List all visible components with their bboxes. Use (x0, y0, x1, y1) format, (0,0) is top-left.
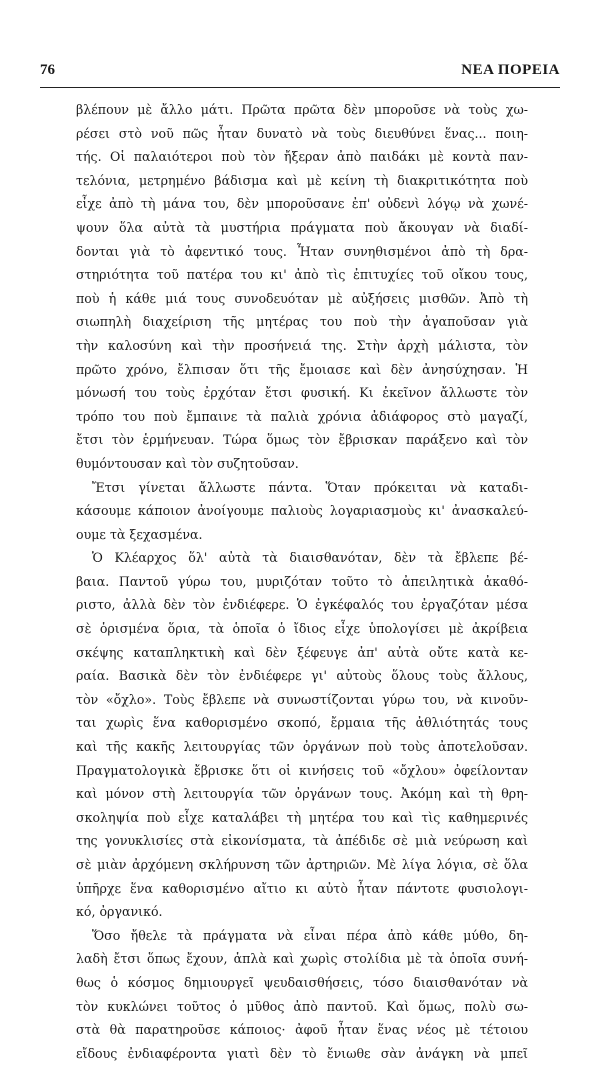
text-line: μόνωσή του τοὺς ἐρχόταν ἔτσι φυσική. Κι ἐκεῖνον ἄλλωστε τὸν (76, 385, 528, 401)
text-line: τὸν κυκλώνει τοῦτος ὁ μῦθος ἀπὸ παντοῦ. Καὶ ὅμως, πολὺ σω- (76, 998, 528, 1014)
text-line: Πραγματολογικὰ ἔβρισκε ὅτι οἱ κινήσεις τοῦ «ὄχλου» ὀφείλονταν (76, 762, 528, 778)
paragraph (76, 476, 528, 547)
text-line: πρῶτο χρόνο, ἔλπισαν ὅτι τῆς ἔμοιασε καὶ δὲν ἀνησύχησαν. Ἡ (76, 361, 528, 377)
paragraph (76, 546, 528, 924)
page-header (40, 62, 560, 84)
text-line: τής. Οἱ παλαιότεροι ποὺ τὸν ἤξεραν ἀπὸ παιδάκι μὲ κοντὰ παν- (76, 149, 528, 165)
text-line: καὶ τῆς κακῆς λειτουργίας τῶν ὀργάνων ποὺ τοὺς ἀποτελοῦσαν. (76, 739, 528, 755)
text-line: σιωπηλὴ διαχείριση τῆς μητέρας του ποὺ τὴν ἀγαποῦσαν γιὰ (76, 314, 528, 330)
text-line: εἴδους ἐνδιαφέροντα γιατὶ δὲν τὸ ἔνιωθε σὰν ἀνάγκη νὰ μπεῖ (76, 1045, 528, 1061)
paragraph (76, 924, 528, 1065)
header-rule (40, 87, 560, 88)
text-line: θυμόντουσαν καὶ τὸν συζητοῦσαν. (76, 455, 299, 471)
text-line: ριστο, ἀλλὰ δὲν τὸν ἐνδιέφερε. Ὁ ἐγκέφαλός του ἐργαζόταν μέσα (76, 597, 528, 613)
text-line: τελόνια, μετρημένο βάδισμα καὶ μὲ κείνη τὴ διακριτικότητα ποὺ (76, 172, 528, 188)
text-line: ἔτσι τὸν ἑρμήνευαν. Τώρα ὅμως τὸν ἔβρισκαν παράξενο καὶ τὸν (76, 432, 528, 448)
text-line: Ὅσο ἤθελε τὰ πράγματα νὰ εἶναι πέρα ἀπὸ κάθε μύθο, δη- (92, 927, 528, 943)
text-line: ρέσει στὸ νοῦ πῶς ἦταν δυνατὸ νὰ τοὺς διευθύνει ἕνας... ποιη- (76, 125, 528, 141)
text-line: βλέπουν μὲ ἄλλο μάτι. Πρῶτα πρῶτα δὲν μποροῦσε νὰ τοὺς χω- (76, 102, 528, 117)
text-line: καὶ μόνον στὴ λειτουργία τῶν ὀργάνων τους. Ἀκόμη καὶ τὴ θρη- (76, 786, 528, 802)
text-line: βαια. Παντοῦ γύρω του, μυριζόταν τοῦτο τὸ ἀπειλητικὰ ἀκαθό- (76, 573, 528, 589)
text-line: κάσουμε κάποιον ἀνοίγουμε παλιοὺς λογαριασμοὺς κι' ἀνασκαλεύ- (76, 503, 528, 519)
paragraph (76, 98, 528, 476)
text-line: Ἔτσι γίνεται ἄλλωστε πάντα. Ὅταν πρόκειται νὰ καταδι- (92, 479, 528, 495)
text-line: στηριότητα τοῦ πατέρα του κι' ἀπὸ τὶς ἐπιτυχίες τοῦ οἴκου τους, (76, 267, 528, 283)
text-line: κό, ὀργανικό. (76, 904, 163, 920)
text-line: σὲ ὁρισμένα ὅρια, τὰ ὁποῖα ὁ ἴδιος εἶχε ὑπολογίσει μὲ ἀκρίβεια (76, 621, 528, 637)
text-line: σκοληψία ποὺ εἶχε καταλάβει τὴ μητέρα του καὶ τὶς καθημερινές (76, 809, 528, 825)
text-line: ουμε τὰ ξεχασμένα. (76, 526, 203, 542)
text-line: ται χωρὶς ἕνα καθορισμένο σκοπό, ἔρμαια τῆς ἀθλιότητάς τους (76, 715, 528, 731)
text-line: δονται γιὰ τὸ ἀφεντικό τους. Ἦταν συνηθισμένοι ἀπὸ τὴ δρα- (76, 243, 528, 259)
text-line: λαδὴ ἔτσι ὅπως ἔχουν, ἁπλὰ καὶ χωρὶς στολίδια μὲ τὰ ὁποῖα συνή- (76, 951, 528, 967)
text-line: θως ὁ κόσμος δημιουργεῖ ψευδαισθήσεις, τόσο διαισθανόταν νὰ (76, 974, 528, 990)
text-line: σκέψης καταπληκτικὴ καὶ δὲν ξέφευγε ἀπ' αὐτὰ οὔτε κατὰ κε- (76, 644, 528, 660)
text-line: ποὺ ἡ κάθε μιά τους συνοδευόταν μὲ αὐξήσεις μισθῶν. Ἀπὸ τὴ (76, 290, 528, 306)
text-line: ὑπῆρχε ἕνα καθορισμένο αἴτιο κι αὐτὸ ἦταν πάντοτε φυσιολογι- (76, 880, 528, 896)
journal-title: ΝΕΑ ΠΟΡΕΙΑ (461, 62, 560, 78)
page-number: 76 (40, 62, 55, 78)
text-line: εἶχε ἀπὸ τὴ μάνα του, δὲν μποροῦσανε ἐπ' οὐδενὶ λόγῳ νὰ χωνέ- (76, 196, 528, 212)
text-line: τρόπο του ποὺ ἔμπαινε τὰ παλιὰ χρόνια ἀδιάφορος στὸ μαγαζί, (76, 408, 528, 424)
text-line: ραία. Βασικὰ δὲν τὸν ἐνδιέφερε γι' αὐτοὺς ὅλους τοὺς ἄλλους, (76, 668, 528, 684)
text-line: Ὁ Κλέαρχος ὅλ' αὐτὰ τὰ διαισθανόταν, δὲν τὰ ἔβλεπε βέ- (92, 550, 528, 566)
text-line: τὴν καλοσύνη καὶ τὴν προσήνειά της. Στὴν ἀρχὴ μάλιστα, τὸν (76, 337, 528, 353)
text-line: τὸν «ὄχλο». Τοὺς ἔβλεπε νὰ συνωστίζονται γύρω του, νὰ κινοῦν- (76, 691, 528, 707)
text-line: ψουν ὅλα αὐτὰ τὰ μυστήρια πράγματα ποὺ ἄκουγαν νὰ διαδί- (76, 219, 528, 235)
text-line: σὲ μιὰν ἀρχόμενη σκλήρυνση τῶν ἀρτηριῶν. Μὲ λίγα λόγια, σὲ ὅλα (76, 857, 528, 872)
text-line: της γονυκλισίες στὰ εἰκονίσματα, τὰ ἀπέδιδε σὲ μιὰ νεύρωση καὶ (76, 833, 528, 849)
body-text (76, 98, 528, 1065)
text-line: στὰ θὰ παρατηροῦσε κάποιος· ἀφοῦ ἦταν ἕνας νέος μὲ τέτοιου (76, 1022, 528, 1038)
